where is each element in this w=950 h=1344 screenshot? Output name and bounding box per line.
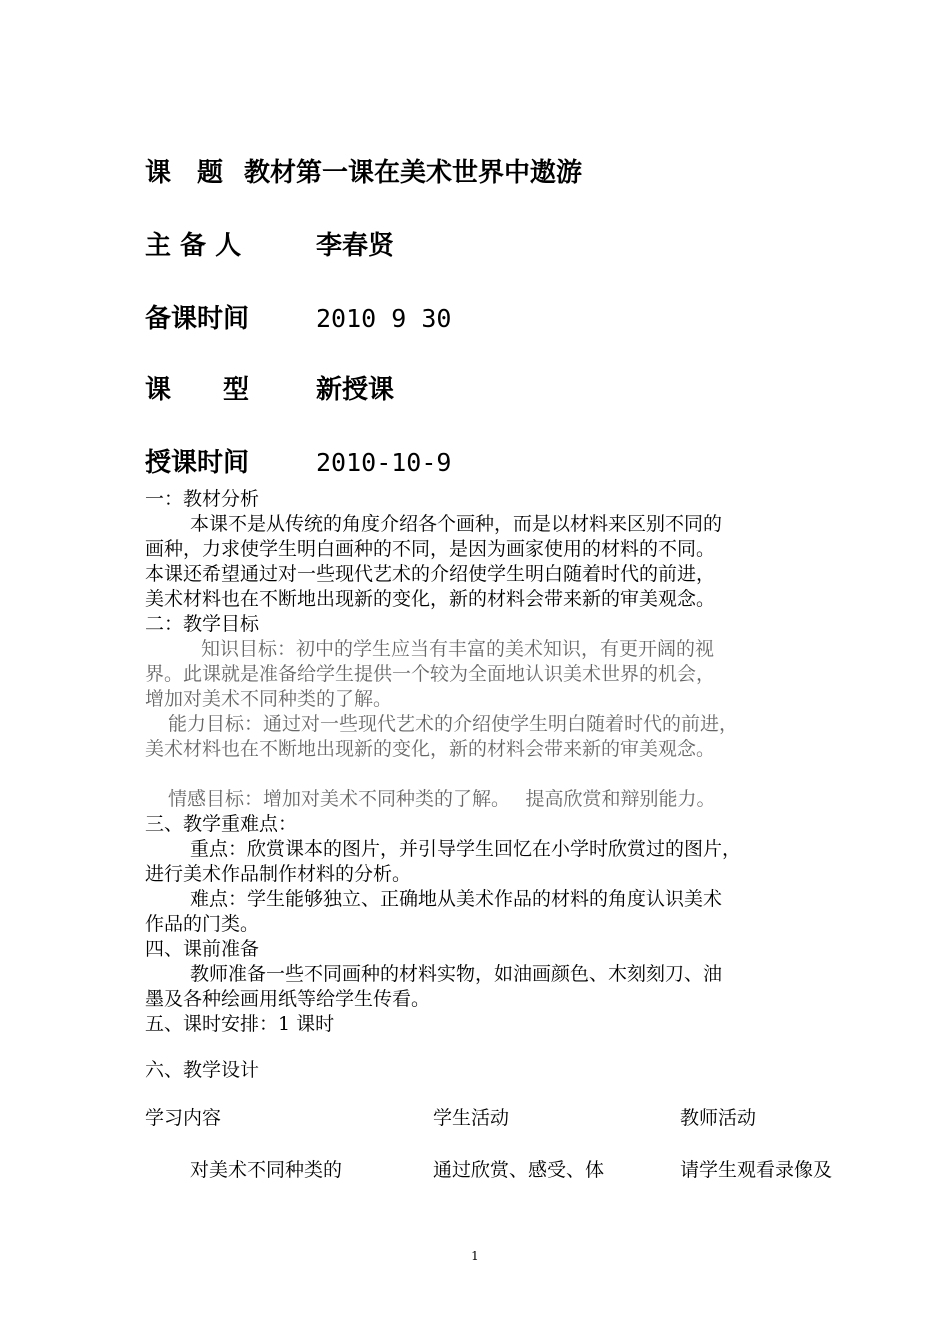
teach-time-value: 2010-10-9 (316, 448, 452, 477)
section4-line: 墨及各种绘画用纸等给学生传看。 (145, 988, 431, 1010)
section1-line: 美术材料也在不断地出现新的变化，新的材料会带来新的审美观念。 (145, 588, 716, 610)
prep-time-value: 2010 9 30 (316, 304, 452, 333)
type-row (145, 374, 395, 406)
key-point-line: 重点：欣赏课本的图片，并引导学生回忆在小学时欣赏过的图片， (190, 838, 742, 860)
column-header-student: 学生活动 (433, 1107, 510, 1129)
design-cell-content: 对美术不同种类的 (190, 1159, 343, 1181)
section1-heading: 一：教材分析 (145, 488, 260, 510)
type-label: 课 型 (145, 375, 250, 405)
column-header-teacher: 教师活动 (680, 1107, 757, 1129)
preparer-value: 李春贤 (316, 231, 395, 261)
section4-line: 教师准备一些不同画种的材料实物，如油画颜色、木刻刻刀、油 (190, 963, 723, 985)
preparer-label: 主 备 人 (145, 231, 242, 261)
section1-line: 本课还希望通过对一些现代艺术的介绍使学生明白随着时代的前进， (145, 563, 716, 585)
section1-line: 本课不是从传统的角度介绍各个画种，而是以材料来区别不同的 (190, 513, 723, 535)
design-cell-student: 通过欣赏、感受、体 (433, 1159, 605, 1181)
section6-heading: 六、教学设计 (145, 1059, 260, 1081)
column-header-content: 学习内容 (145, 1107, 222, 1129)
section5-heading: 五、课时安排：1 课时 (145, 1013, 335, 1035)
emotion-goal-line: 情感目标：增加对美术不同种类的了解。 提高欣赏和辩别能力。 (168, 788, 716, 810)
teach-time-row (145, 447, 452, 479)
prep-time-label: 备课时间 (145, 304, 250, 334)
ability-goal-line: 能力目标：通过对一些现代艺术的介绍使学生明白随着时代的前进， (168, 713, 739, 735)
page-number: 1 (471, 1249, 479, 1263)
section1-line: 画种，力求使学生明白画种的不同，是因为画家使用的材料的不同。 (145, 538, 716, 560)
design-cell-teacher: 请学生观看录像及 (680, 1159, 833, 1181)
teach-time-label: 授课时间 (145, 448, 250, 478)
difficult-point-line: 作品的门类。 (145, 913, 260, 935)
preparer-row (145, 230, 395, 262)
section2-heading: 二：教学目标 (145, 613, 260, 635)
key-point-line: 进行美术作品制作材料的分析。 (145, 863, 412, 885)
knowledge-goal-line: 知识目标：初中的学生应当有丰富的美术知识，有更开阔的视 (201, 638, 715, 660)
section4-heading: 四、课前准备 (145, 938, 260, 960)
difficult-point-line: 难点：学生能够独立、正确地从美术作品的材料的角度认识美术 (190, 888, 723, 910)
ability-goal-line: 美术材料也在不断地出现新的变化，新的材料会带来新的审美观念。 (145, 738, 716, 760)
topic-row (145, 157, 583, 189)
section3-heading: 三、教学重难点： (145, 813, 298, 835)
type-value: 新授课 (316, 375, 395, 405)
knowledge-goal-line: 增加对美术不同种类的了解。 (145, 688, 393, 710)
prep-time-row (145, 303, 452, 335)
knowledge-goal-line: 界。此课就是准备给学生提供一个较为全面地认识美术世界的机会， (145, 663, 716, 685)
topic-value: 教材第一课在美术世界中遨游 (244, 158, 583, 188)
topic-label: 课 题 (145, 158, 224, 188)
